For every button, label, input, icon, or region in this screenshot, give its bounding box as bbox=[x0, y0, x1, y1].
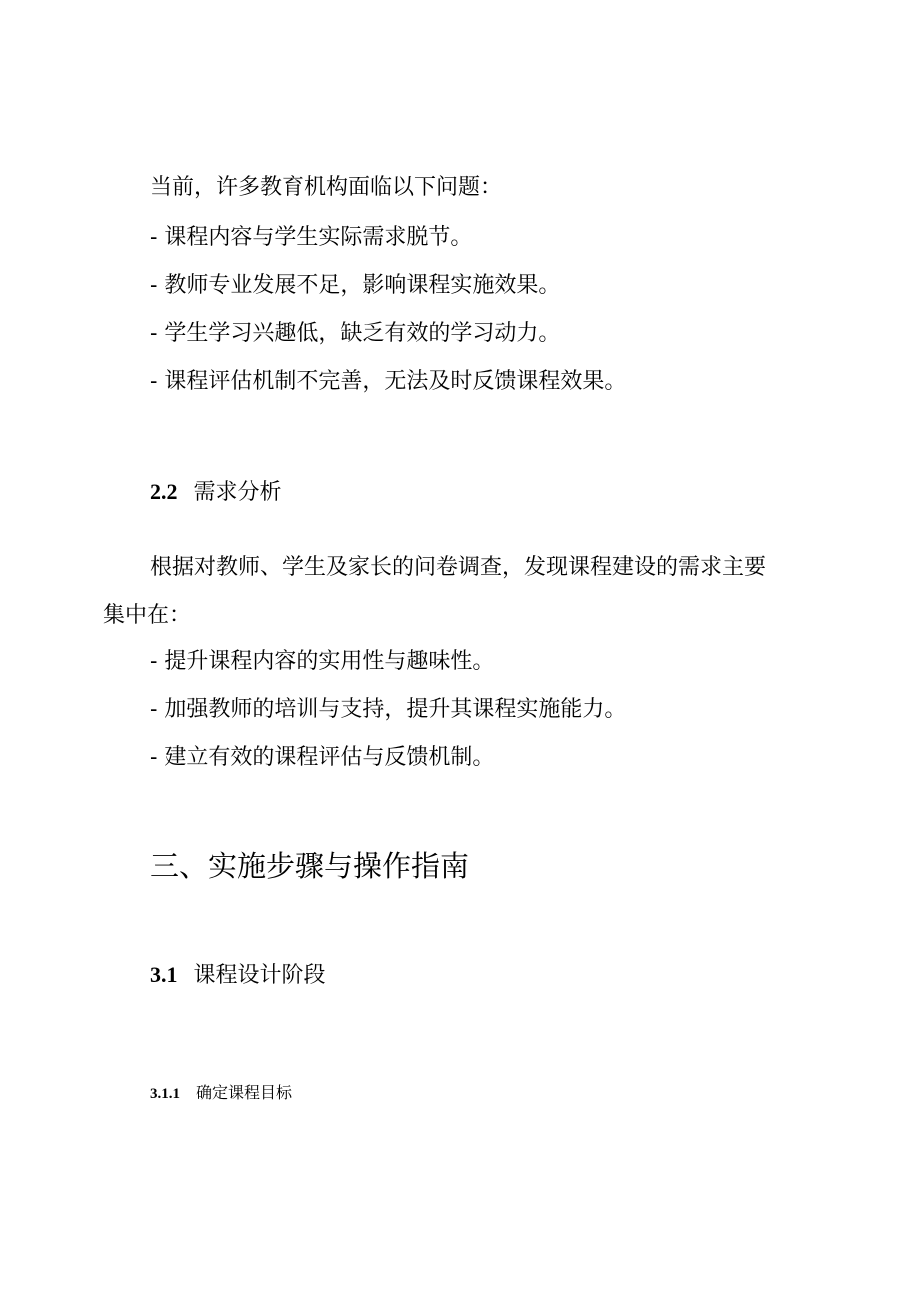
list-item: - 建立有效的课程评估与反馈机制。 bbox=[150, 745, 495, 770]
section-title: 课程设计阶段 bbox=[193, 963, 326, 988]
list-item: - 学生学习兴趣低，缺乏有效的学习动力。 bbox=[150, 321, 561, 346]
list-item: - 课程评估机制不完善，无法及时反馈课程效果。 bbox=[150, 369, 627, 394]
section-number: 3.1.1 bbox=[150, 1086, 180, 1102]
intro-paragraph: 当前，许多教育机构面临以下问题： bbox=[150, 175, 503, 200]
list-item: - 课程内容与学生实际需求脱节。 bbox=[150, 225, 473, 250]
section-title: 需求分析 bbox=[193, 480, 282, 505]
section-number: 3.1 bbox=[150, 962, 178, 987]
list-item: - 教师专业发展不足，影响课程实施效果。 bbox=[150, 273, 561, 298]
section-title: 确定课程目标 bbox=[196, 1083, 293, 1102]
list-item: - 加强教师的培训与支持，提升其课程实施能力。 bbox=[150, 697, 627, 722]
paragraph-line: 集中在： bbox=[103, 603, 192, 628]
paragraph-line: 根据对教师、学生及家长的问卷调查，发现课程建设的需求主要 bbox=[150, 555, 767, 580]
section-number: 2.2 bbox=[150, 479, 178, 504]
section-heading-2-2 bbox=[150, 477, 282, 508]
section-heading-3-1-1 bbox=[150, 1082, 292, 1105]
section-heading-3-1 bbox=[150, 960, 326, 991]
chapter-heading: 三、实施步骤与操作指南 bbox=[150, 849, 470, 883]
list-item: - 提升课程内容的实用性与趣味性。 bbox=[150, 649, 495, 674]
